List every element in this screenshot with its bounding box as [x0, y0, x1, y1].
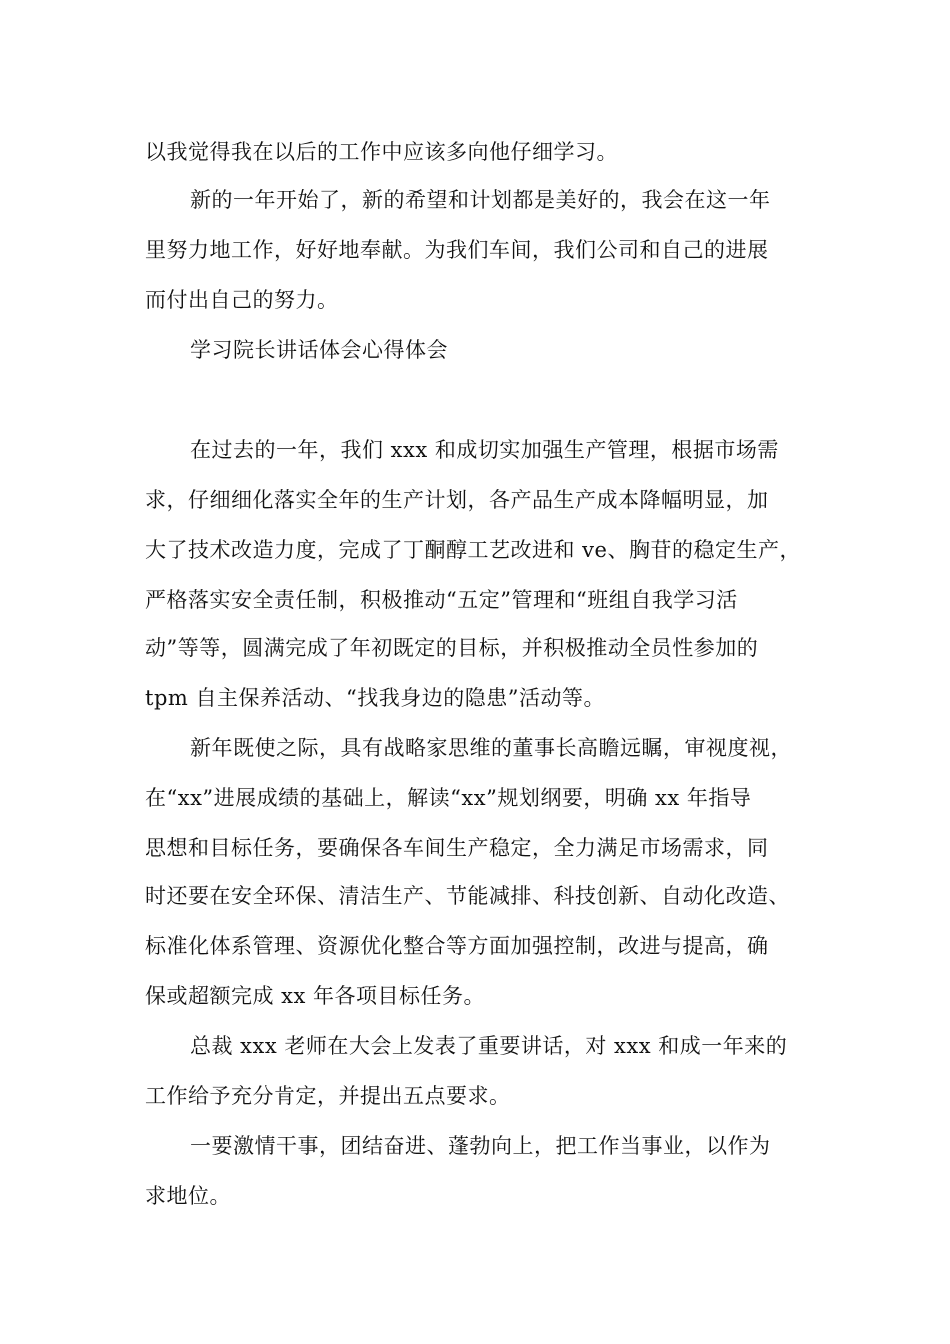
- section-heading: 学习院长讲话体会心得体会: [190, 338, 448, 362]
- text-line: 在过去的一年，我们 xxx 和成切实加强生产管理，根据市场需: [190, 438, 779, 462]
- text-line: 求地位。: [145, 1184, 231, 1208]
- text-line: 工作给予充分肯定，并提出五点要求。: [145, 1084, 511, 1108]
- text-line: 一要激情干事，团结奋进、蓬勃向上，把工作当事业，以作为: [190, 1134, 771, 1158]
- text-line: 以我觉得我在以后的工作中应该多向他仔细学习。: [145, 140, 618, 164]
- text-line: 新的一年开始了，新的希望和计划都是美好的，我会在这一年: [190, 188, 771, 212]
- text-line: 动”等等，圆满完成了年初既定的目标，并积极推动全员性参加的: [145, 636, 759, 660]
- text-line: 总裁 xxx 老师在大会上发表了重要讲话，对 xxx 和成一年来的: [190, 1034, 788, 1058]
- text-line: 保或超额完成 xx 年各项目标任务。: [145, 984, 486, 1008]
- text-line: 新年既使之际，具有战略家思维的董事长高瞻远瞩，审视度视，: [190, 736, 792, 760]
- text-line: 求，仔细细化落实全年的生产计划，各产品生产成本降幅明显，加: [145, 488, 769, 512]
- text-line: 标准化体系管理、资源优化整合等方面加强控制，改进与提高，确: [145, 934, 769, 958]
- text-line: 严格落实安全责任制，积极推动“五定”管理和“班组自我学习活: [145, 588, 738, 612]
- text-line: 大了技术改造力度，完成了丁酮醇工艺改进和 ve、胸苷的稳定生产，: [145, 538, 801, 562]
- text-line: 而付出自己的努力。: [145, 288, 339, 312]
- text-line: tpm 自主保养活动、“找我身边的隐患”活动等。: [145, 686, 605, 710]
- text-line: 在“xx”进展成绩的基础上，解读“xx”规划纲要，明确 xx 年指导: [145, 786, 752, 810]
- text-line: 思想和目标任务，要确保各车间生产稳定，全力满足市场需求，同: [145, 836, 769, 860]
- text-line: 时还要在安全环保、清洁生产、节能减排、科技创新、自动化改造、: [145, 884, 790, 908]
- text-line: 里努力地工作，好好地奉献。为我们车间，我们公司和自己的进展: [145, 238, 769, 262]
